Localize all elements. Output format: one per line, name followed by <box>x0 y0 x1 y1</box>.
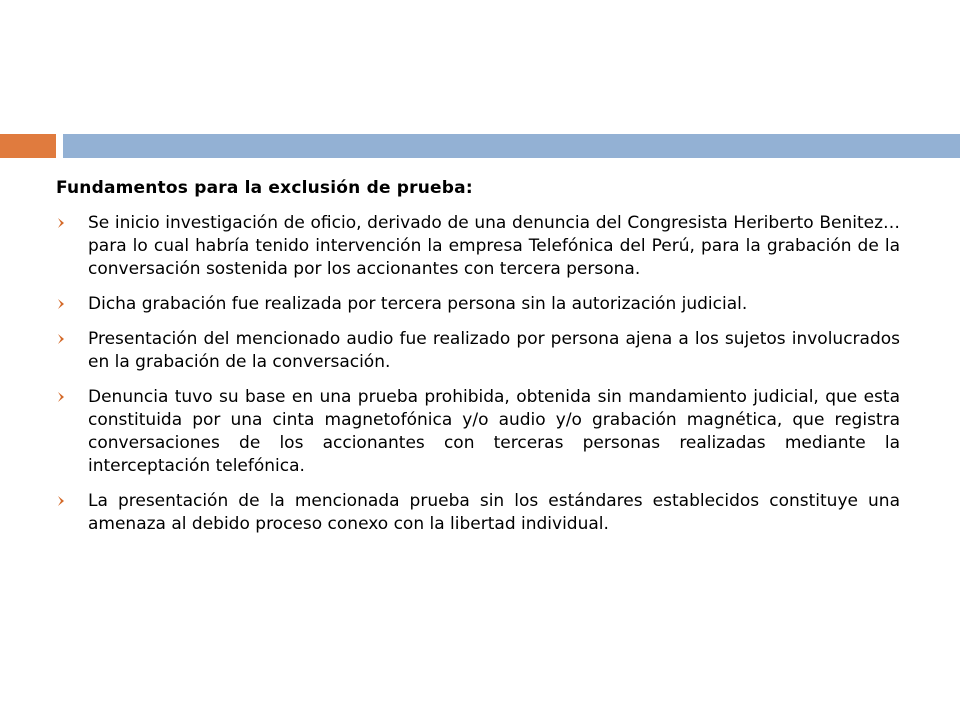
bullet-list <box>56 212 900 536</box>
bullet-item <box>56 386 900 478</box>
bullet-item <box>56 293 900 316</box>
slide-content <box>56 178 900 548</box>
bullet-text: La presentación de la mencionada prueba sin los estándares establecidos constituye una amenaza al debido proceso conexo con la libertad individual. <box>88 491 900 534</box>
bullet-item <box>56 212 900 281</box>
arrow-right-icon <box>56 388 70 406</box>
bullet-item <box>56 490 900 536</box>
header-accent-blue-bar <box>63 134 960 158</box>
bullet-text: Denuncia tuvo su base en una prueba prohibida, obtenida sin mandamiento judicial, que esta constituida por una cinta magnetofónica y/o audio y/o grabación magnética, que registra conversaciones de los accionantes con terceras personas realizadas mediante la interceptación telefónica. <box>88 387 900 476</box>
bullet-item <box>56 328 900 374</box>
arrow-right-icon <box>56 330 70 348</box>
arrow-right-icon <box>56 214 70 232</box>
bullet-text: Se inicio investigación de oficio, derivado de una denuncia del Congresista Heriberto Benitez…para lo cual habría tenido intervención la empresa Telefónica del Perú, para la grabación de la conversación sostenida por los accionantes con tercera persona. <box>88 213 900 279</box>
slide-heading: Fundamentos para la exclusión de prueba: <box>56 178 473 198</box>
bullet-text: Presentación del mencionado audio fue realizado por persona ajena a los sujetos involucrados en la grabación de la conversación. <box>88 329 900 372</box>
bullet-text: Dicha grabación fue realizada por tercera persona sin la autorización judicial. <box>88 294 748 314</box>
arrow-right-icon <box>56 295 70 313</box>
arrow-right-icon <box>56 492 70 510</box>
header-accent-orange-bar <box>0 134 56 158</box>
